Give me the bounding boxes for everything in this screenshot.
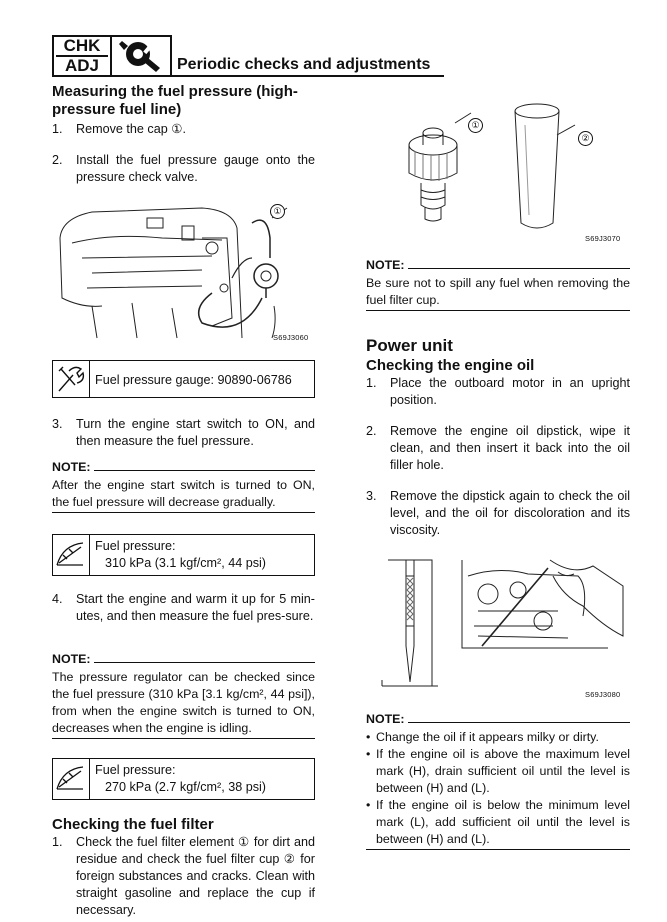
engine-oil-step-1 (366, 375, 630, 411)
list-item: • Change the oil if it appears milky or dirty. (366, 729, 630, 746)
dipstick-figure (378, 556, 630, 702)
tool-box (52, 360, 315, 398)
section-code-chk: CHK (63, 36, 101, 55)
step-number: 2. (52, 153, 63, 167)
spec-2-value: 270 kPa (2.7 kgf/cm², 38 psi) (105, 780, 266, 794)
step-number: 1. (52, 122, 63, 136)
section-code-adj: ADJ (64, 56, 99, 75)
step-text: Remove the engine oil dipstick, wipe it clean, and then insert it back into the oil filler hole. (390, 424, 630, 472)
gauge-icon (53, 759, 90, 799)
engine-oil-step-3 (366, 488, 630, 540)
fuel-filter-figure (395, 95, 630, 245)
step-text: Check the fuel filter element ① for dirt and residue and check the fuel filter cup ② for foreign substances and cracks. Clean with straight gasoline and replace the cup if necessary. (76, 835, 315, 917)
step-text: Turn the engine start switch to ON, and then measure the fuel pressure. (76, 417, 315, 448)
oil-note-list (366, 729, 630, 850)
fuel-pressure-title-line2: pressure fuel line) (52, 101, 182, 118)
tool-icon (53, 361, 90, 397)
spec-1-value: 310 kPa (3.1 kgf/cm², 44 psi) (105, 556, 266, 570)
fuel-filter-title: Checking the fuel filter (52, 816, 214, 833)
note-1-body: After the engine start switch is turned to ON, the fuel pressure will decrease gradually. (52, 477, 315, 513)
spec-2-label: Fuel pressure: (95, 763, 176, 777)
note-label: NOTE: (52, 652, 91, 666)
note-label: NOTE: (52, 460, 91, 474)
note-label: NOTE: (366, 258, 405, 272)
step-number: 1. (52, 835, 63, 849)
wrench-icon (116, 38, 166, 74)
gauge-icon (53, 535, 90, 575)
header-rule (52, 75, 444, 77)
spec-box-1 (52, 534, 315, 576)
tool-text: Fuel pressure gauge: 90890-06786 (95, 373, 292, 387)
step-text: Place the outboard motor in an upright position. (390, 376, 630, 407)
list-item: • If the engine oil is below the minimum level mark (L), add sufficient oil until the level is between (H) and (L). (366, 797, 630, 848)
step-text: Install the fuel pressure gauge onto the pressure check valve. (76, 153, 315, 184)
step-text: Remove the dipstick again to check the oil level, and the oil for discoloration and its viscosity. (390, 489, 630, 537)
filter-note-body: Be sure not to spill any fuel when removing the fuel filter cup. (366, 275, 630, 311)
fuel-pressure-step-1 (52, 121, 315, 139)
figure-code: S69J3080 (585, 690, 621, 699)
step-number: 1. (366, 376, 377, 390)
figure-code: S69J3060 (273, 333, 309, 342)
fuel-pressure-step-2 (52, 152, 315, 188)
engine-oil-step-2 (366, 423, 630, 475)
fuel-pressure-step-4 (52, 591, 315, 643)
step-number: 3. (52, 417, 63, 431)
step-text: Start the engine and warm it up for 5 min-utes, and then measure the fuel pres-sure. (76, 592, 315, 623)
list-item: • If the engine oil is above the maximum level mark (H), drain sufficient oil until the level is between (H) and (L). (366, 746, 630, 797)
spec-1-label: Fuel pressure: (95, 539, 176, 553)
step-number: 4. (52, 592, 63, 606)
engine-oil-title: Checking the engine oil (366, 357, 535, 374)
note-1-heading (52, 460, 315, 474)
step-text: Remove the cap ①. (76, 122, 186, 136)
figure-code: S69J3070 (585, 234, 621, 243)
section-code-divider (110, 35, 112, 77)
fuel-filter-step-1 (52, 834, 315, 920)
spec-box-2 (52, 758, 315, 800)
fuel-pressure-step-3 (52, 416, 315, 452)
step-number: 2. (366, 424, 377, 438)
step-number: 3. (366, 489, 377, 503)
note-2-body: The pressure regulator can be checked since the fuel pressure (310 kPa [3.1 kg/cm², 44 psi]), from when the engine switch is turned to ON, decreases when the engine is idling. (52, 669, 315, 739)
filter-callout-1: ① (468, 118, 483, 133)
fuel-pressure-title-line1: Measuring the fuel pressure (high- (52, 83, 298, 100)
power-unit-title: Power unit (366, 336, 453, 355)
note-label: NOTE: (366, 712, 405, 726)
fuel-gauge-figure (52, 198, 317, 348)
filter-note-heading (366, 258, 630, 272)
oil-note-heading (366, 712, 630, 726)
figure-callout-1: ① (270, 204, 285, 219)
note-2-heading (52, 652, 315, 666)
filter-callout-2: ② (578, 131, 593, 146)
page-title: Periodic checks and adjustments (177, 56, 431, 73)
